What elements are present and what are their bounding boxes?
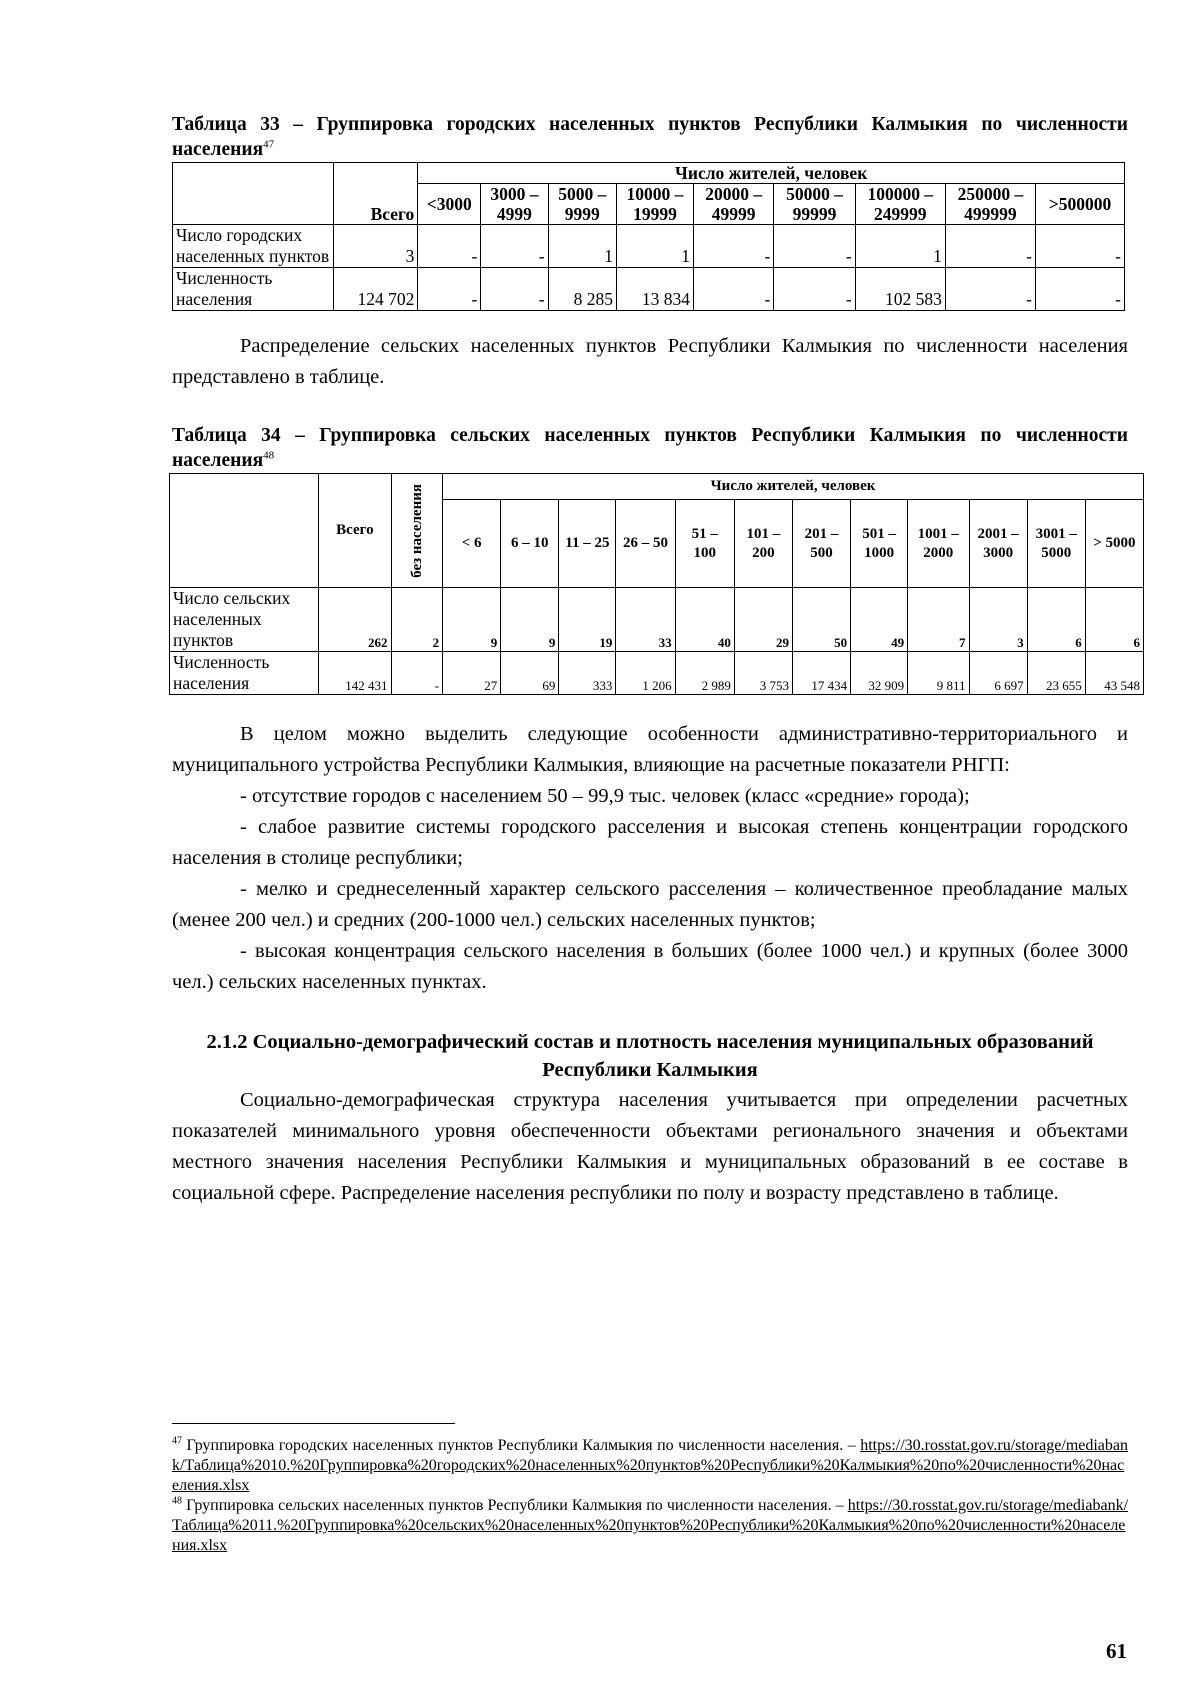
table-row	[170, 588, 1144, 652]
table34-column-header: 101 – 200	[734, 500, 792, 588]
footnote-text: Группировка городских населенных пунктов Республики Калмыкия по численности населения. –	[186, 1437, 856, 1454]
paragraph-features-intro: В целом можно выделить следующие особенности административно-территориального и муниципального устройства Республики Калмыкия, влияющие на расчетные показатели РНГП:	[172, 723, 1128, 776]
table-cell: 50	[792, 588, 850, 652]
table-cell: -	[945, 268, 1035, 311]
table33-column-header: 10000 – 19999	[616, 184, 693, 225]
table-cell: 19	[559, 588, 616, 652]
table-cell: 43 548	[1085, 652, 1143, 695]
footnote-separator	[172, 1423, 455, 1424]
table-cell: -	[481, 225, 548, 268]
table34-caption-text: Таблица 34 – Группировка сельских населенных пунктов Республики Калмыкия по численности населения	[172, 425, 1128, 471]
list-item: - высокая концентрация сельского населения в больших (более 1000 чел.) и крупных (более 3000 чел.) сельских населенных пунктах.	[172, 940, 1128, 993]
list-item: - мелко и среднеселенный характер сельского расселения – количественное преобладание малых (менее 200 чел.) и средних (200-1000 чел.) сельских населенных пунктов;	[172, 878, 1128, 931]
row-nopop: -	[391, 652, 443, 695]
table-cell: 9 811	[908, 652, 969, 695]
table34-column-header: 11 – 25	[559, 500, 616, 588]
table34-body	[170, 588, 1144, 695]
table-cell: 6 697	[969, 652, 1027, 695]
document-page	[172, 112, 1140, 1209]
row-nopop: 2	[391, 588, 443, 652]
table34-total-header: Всего	[319, 474, 391, 588]
table33-corner-cell	[173, 163, 334, 225]
footnote-ref-47[interactable]: 47	[263, 138, 275, 151]
table-cell: 1	[548, 225, 616, 268]
table-cell: 1 206	[616, 652, 675, 695]
table-cell: 1	[616, 225, 693, 268]
table34-column-header: 51 – 100	[675, 500, 734, 588]
footnote-link[interactable]: https://30.rosstat.gov.ru/storage/mediabank/Таблица%2011.%20Группировка%20сельских%20населенных%20пунктов%20Республики%20Калмыкия%20по%20численности%20населения.xlsx	[172, 1497, 1129, 1554]
footnotes	[172, 1423, 1128, 1556]
table-cell: 6	[1027, 588, 1085, 652]
table33-caption-text: Таблица 33 – Группировка городских населенных пунктов Республики Калмыкия по численности населения	[172, 114, 1128, 160]
table-cell: 6	[1085, 588, 1143, 652]
table-cell: -	[694, 225, 774, 268]
row-total: 3	[333, 225, 418, 268]
table-cell: 17 434	[792, 652, 850, 695]
table33-group-header: Число жителей, человек	[418, 163, 1125, 184]
section-heading: 2.1.2 Социально-демографический состав и плотность населения муниципальных образований Республики Калмыкия	[206, 1031, 1094, 1081]
table-cell: 1	[855, 225, 945, 268]
table-cell: 9	[501, 588, 559, 652]
table-cell: 29	[734, 588, 792, 652]
table33-column-header: 20000 – 49999	[694, 184, 774, 225]
table-cell: -	[481, 268, 548, 311]
row-label: Число сельских населенных пунктов	[170, 588, 319, 652]
footnote-number: 47	[172, 1435, 182, 1447]
table34-caption	[172, 423, 1128, 473]
table-cell: -	[1035, 268, 1124, 311]
table-cell: 8 285	[548, 268, 616, 311]
table33-column-header: <3000	[418, 184, 481, 225]
paragraph-social-demographic: Социально-демографическая структура населения учитывается при определении расчетных показателей минимального уровня обеспеченности объектами регионального значения и объектами местного значения населения Республики Калмыкия и муниципальных образований в ее составе в социальной сфере. Распределение населения республики по полу и возрасту представлено в таблице.	[172, 1089, 1128, 1204]
row-total: 262	[319, 588, 391, 652]
table34-header-row	[170, 474, 1144, 500]
table-cell: 3	[969, 588, 1027, 652]
table34-column-header: 26 – 50	[616, 500, 675, 588]
list-item: - слабое развитие системы городского расселения и высокая степень концентрации городского населения в столице республики;	[172, 816, 1128, 869]
table33	[172, 162, 1125, 311]
table-cell: 49	[851, 588, 908, 652]
table34-column-header: 3001 – 5000	[1027, 500, 1085, 588]
table34	[169, 473, 1144, 695]
table-cell: 9	[443, 588, 501, 652]
table33-column-header: 3000 – 4999	[481, 184, 548, 225]
table34-column-header: 1001 – 2000	[908, 500, 969, 588]
footnote-47	[172, 1436, 1128, 1496]
table-cell: 69	[501, 652, 559, 695]
table-cell: 7	[908, 588, 969, 652]
table-cell: 32 909	[851, 652, 908, 695]
table34-nopop-header	[391, 474, 443, 588]
row-total: 142 431	[319, 652, 391, 695]
table34-column-header: > 5000	[1085, 500, 1143, 588]
table34-column-header: < 6	[443, 500, 501, 588]
table33-column-header: 50000 – 99999	[774, 184, 855, 225]
table-cell: 3 753	[734, 652, 792, 695]
table-cell: 2 989	[675, 652, 734, 695]
table34-group-header: Число жителей, человек	[443, 474, 1144, 500]
features-list	[172, 781, 1128, 998]
table34-corner-cell	[170, 474, 319, 588]
table-cell: 13 834	[616, 268, 693, 311]
row-label: Численность населения	[170, 652, 319, 695]
table33-column-header: 5000 – 9999	[548, 184, 616, 225]
footnote-text: Группировка сельских населенных пунктов Республики Калмыкия по численности населения. –	[186, 1497, 844, 1514]
footnote-ref-48[interactable]: 48	[263, 449, 275, 462]
footnote-link[interactable]: https://30.rosstat.gov.ru/storage/mediabank/Таблица%2010.%20Группировка%20городских%20населенных%20пунктов%20Республики%20Калмыкия%20по%20численности%20населения.xlsx	[172, 1437, 1129, 1494]
paragraph-rural-intro: Распределение сельских населенных пунктов Республики Калмыкия по численности населения представлено в таблице.	[172, 335, 1128, 388]
table-cell: 33	[616, 588, 675, 652]
table34-column-header: 6 – 10	[501, 500, 559, 588]
table-cell: -	[945, 225, 1035, 268]
table33-column-header: >500000	[1035, 184, 1124, 225]
table-cell: 27	[443, 652, 501, 695]
list-item: - отсутствие городов с населением 50 – 99,9 тыс. человек (класс «средние» города);	[240, 785, 970, 807]
table-cell: -	[774, 268, 855, 311]
table-cell: -	[418, 225, 481, 268]
table-cell: 40	[675, 588, 734, 652]
table-cell: 102 583	[855, 268, 945, 311]
table33-header-row	[173, 163, 1125, 184]
table-row	[173, 225, 1125, 268]
row-total: 124 702	[333, 268, 418, 311]
table-cell: 23 655	[1027, 652, 1085, 695]
row-label: Число городских населенных пунктов	[173, 225, 334, 268]
table33-column-header: 100000 – 249999	[855, 184, 945, 225]
table-cell: -	[694, 268, 774, 311]
page-number: 61	[1106, 1639, 1127, 1663]
footnote-number: 48	[172, 1495, 182, 1507]
table-cell: 333	[559, 652, 616, 695]
table-cell: -	[774, 225, 855, 268]
table-row	[173, 268, 1125, 311]
table-cell: -	[1035, 225, 1124, 268]
row-label: Численность населения	[173, 268, 334, 311]
table33-body	[173, 225, 1125, 311]
table34-column-header: 501 – 1000	[851, 500, 908, 588]
table34-column-header: 2001 – 3000	[969, 500, 1027, 588]
table-row	[170, 652, 1144, 695]
footnote-48	[172, 1496, 1128, 1556]
table33-caption	[172, 112, 1128, 162]
table34-nopop-text: без населения	[408, 483, 425, 578]
table-cell: -	[418, 268, 481, 311]
table33-total-header: Всего	[333, 163, 418, 225]
table34-column-header: 201 – 500	[792, 500, 850, 588]
table33-column-header: 250000 – 499999	[945, 184, 1035, 225]
